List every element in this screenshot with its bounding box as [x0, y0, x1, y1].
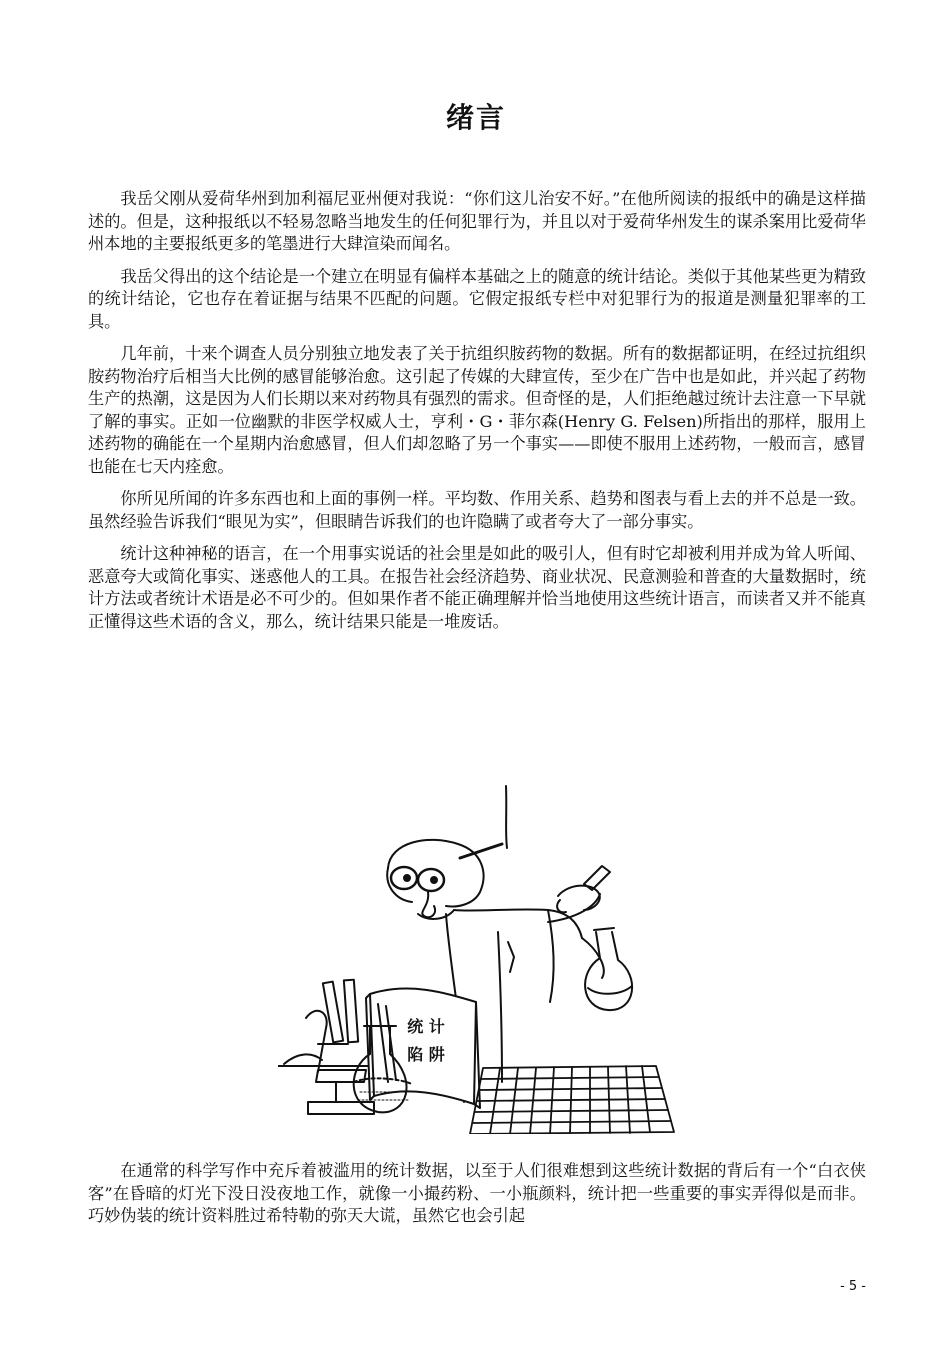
book-label-line1: 统 计 [407, 1017, 445, 1036]
page-number: - 5 - [840, 1279, 866, 1294]
grid-paper [470, 1066, 674, 1134]
book-icon [366, 989, 480, 1108]
hanging-line [506, 786, 507, 848]
body-text [88, 188, 866, 643]
cartoon-illustration [278, 782, 676, 1134]
paragraph-6: 在通常的科学写作中充斥着被滥用的统计数据，以至于人们很难想到这些统计数据的背后有一个“白衣侠客”在昏暗的灯光下没日没夜地工作，就像一小撮药粉、一小瓶颜料，统计把一些重要的事实弄得似是而非。巧妙伪装的统计资料胜过希特勒的弥天大谎，虽然它也会引起 [88, 1161, 866, 1225]
paragraph-2: 我岳父得出的这个结论是一个建立在明显有偏样本基础之上的随意的统计结论。类似于其他某些更为精致的统计结论，它也存在着证据与结果不匹配的问题。它假定报纸专栏中对犯罪行为的报道是测量犯罪率的工具。 [88, 266, 866, 331]
paragraph-4: 你所见所闻的许多东西也和上面的事例一样。平均数、作用关系、趋势和图表与看上去的并不总是一致。虽然经验告诉我们“眼见为实”，但眼睛告诉我们的也许隐瞒了或者夸大了一部分事实。 [88, 489, 866, 531]
paragraph-1: 我岳父刚从爱荷华州到加利福尼亚州便对我说：“你们这儿治安不好。”在他所阅读的报纸中的确是这样描述的。但是，这种报纸以不轻易忽略当地发生的任何犯罪行为，并且以对于爱荷华州发生的谋杀案用比爱荷华州本地的主要报纸更多的笔墨进行大肆渲染而闻名。 [88, 189, 866, 253]
paragraph-3: 几年前，十来个调查人员分别独立地发表了关于抗组织胺药物的数据。所有的数据都证明，在经过抗组织胺药物治疗后相当大比例的感冒能够治愈。这引起了传媒的大肆宣传，至少在广告中也是如此，并兴起了药物生产的热潮，这是因为人们长期以来对药物具有强烈的需求。但奇怪的是，人们拒绝越过统计去注意一下早就了解的事实。正如一位幽默的非医学权威人士，亨利・G・菲尔森(Henry G. Felsen)所指出的那样，服用上述药物的确能在一个星期内治愈感冒，但人们却忽略了另一个事实——即使不服用上述药物，一般而言，感冒也能在七天内痊愈。 [88, 344, 866, 476]
book-label-line2: 陷 阱 [407, 1045, 445, 1064]
bottom-text [88, 1160, 866, 1238]
page-title: 绪言 [445, 101, 506, 134]
microscope-icon [284, 980, 374, 1114]
paragraph-5: 统计这种神秘的语言，在一个用事实说话的社会里是如此的吸引人，但有时它却被利用并成为耸人听闻、恶意夸大或简化事实、迷惑他人的工具。在报告社会经济趋势、商业状况、民意测验和普查的大量数据时，统计方法或者统计术语是必不可少的。但如果作者不能正确理解并恰当地使用这些统计语言，而读者又并不能真正懂得这些术语的含义，那么，统计结果只能是一堆废话。 [88, 544, 866, 631]
